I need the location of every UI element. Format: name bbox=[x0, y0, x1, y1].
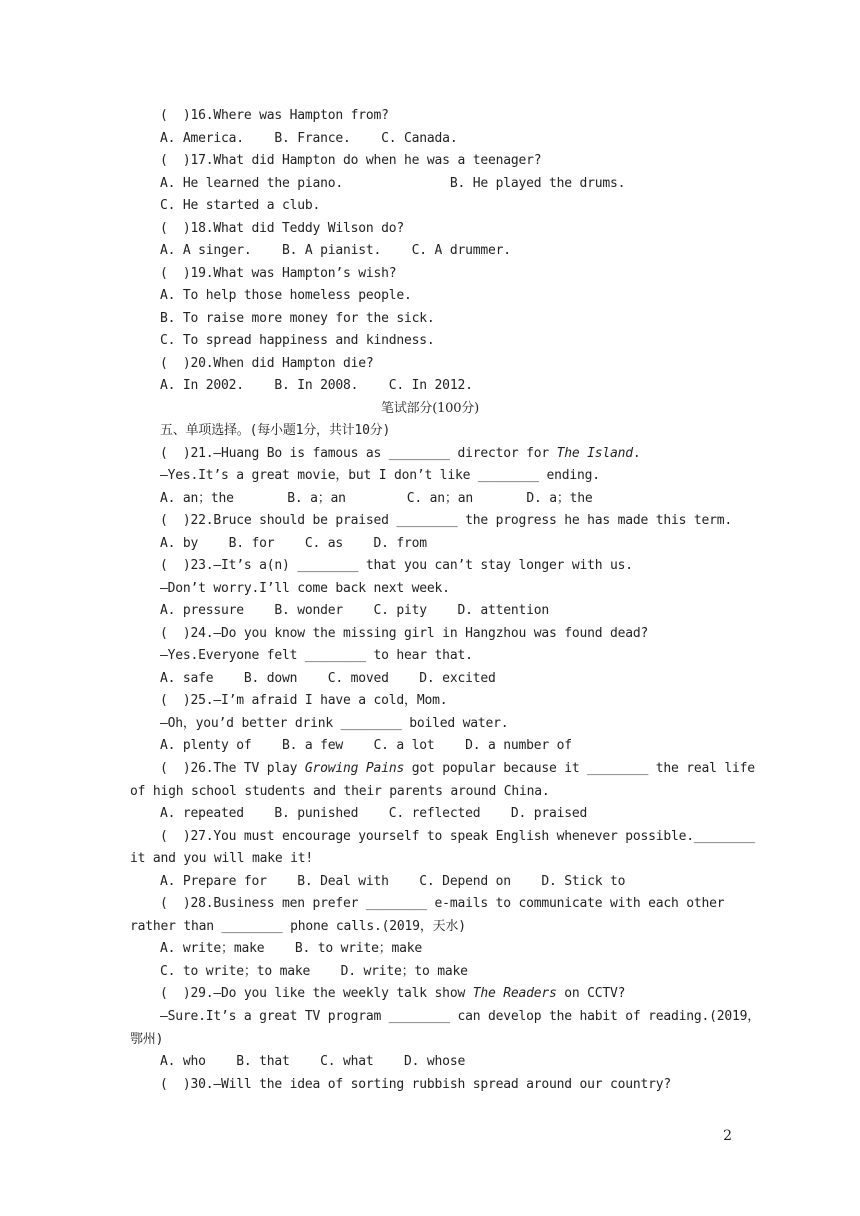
text-line: ( )20.When did Hampton die? bbox=[160, 356, 374, 371]
text-line: ( )21.—Huang Bo is famous as ________ director for The Island. bbox=[160, 446, 641, 461]
text-line: ( )25.—I’m afraid I have a cold，Mom. bbox=[160, 693, 448, 708]
text-line: it and you will make it! bbox=[130, 851, 314, 866]
text-line: A. A singer. B. A pianist. C. A drummer. bbox=[160, 243, 511, 258]
text-line: A. He learned the piano. B. He played the drums. bbox=[160, 176, 626, 191]
text-line: A. In 2002. B. In 2008. C. In 2012. bbox=[160, 378, 473, 393]
text-line: A. by B. for C. as D. from bbox=[160, 536, 427, 551]
text-line: rather than ________ phone calls.(2019，天水) bbox=[130, 919, 466, 934]
text-line: ( )16.Where was Hampton from? bbox=[160, 108, 389, 123]
text-line: —Oh，you’d better drink ________ boiled water. bbox=[160, 716, 509, 731]
text-line: —Don’t worry.I’ll come back next week. bbox=[160, 581, 450, 596]
text-line: 鄂州) bbox=[130, 1032, 164, 1047]
text-line: ( )17.What did Hampton do when he was a teenager? bbox=[160, 153, 542, 168]
text-line: A. repeated B. punished C. reflected D. praised bbox=[160, 806, 588, 821]
text-line: B. To raise more money for the sick. bbox=[160, 311, 435, 326]
text-line: —Yes.It’s a great movie，but I don’t like ________ ending. bbox=[160, 468, 600, 483]
text-line: A. America. B. France. C. Canada. bbox=[160, 131, 458, 146]
text-line: ( )23.—It’s a(n) ________ that you can’t stay longer with us. bbox=[160, 558, 633, 573]
text-line: C. to write；to make D. write；to make bbox=[160, 964, 468, 979]
text-line: A. plenty of B. a few C. a lot D. a number of bbox=[160, 738, 572, 753]
text-line: A. safe B. down C. moved D. excited bbox=[160, 671, 496, 686]
text-line: A. pressure B. wonder C. pity D. attention bbox=[160, 603, 549, 618]
title-italic: The Island bbox=[556, 446, 633, 461]
text-line: A. To help those homeless people. bbox=[160, 288, 412, 303]
text-line: ( )29.—Do you like the weekly talk show The Readers on CCTV? bbox=[160, 986, 626, 1001]
text-line: A. who B. that C. what D. whose bbox=[160, 1054, 466, 1069]
text-line: ( )26.The TV play Growing Pains got popular because it ________ the real life bbox=[160, 761, 755, 776]
text-line: A. an；the B. a；an C. an；an D. a；the bbox=[160, 491, 593, 506]
title-italic: The Readers bbox=[472, 986, 557, 1001]
text-line: ( )24.—Do you know the missing girl in Hangzhou was found dead? bbox=[160, 626, 649, 641]
text-line: A. write；make B. to write；make bbox=[160, 941, 423, 956]
text-line: —Sure.It’s a great TV program ________ can develop the habit of reading.(2019， bbox=[160, 1009, 761, 1024]
text-line: ( )18.What did Teddy Wilson do? bbox=[160, 221, 405, 236]
text-line: A. Prepare for B. Deal with C. Depend on D. Stick to bbox=[160, 874, 626, 889]
text-line: ( )19.What was Hampton’s wish? bbox=[160, 266, 397, 281]
title-italic: Growing Pains bbox=[304, 761, 405, 776]
text-line: ( )30.—Will the idea of sorting rubbish spread around our country? bbox=[160, 1077, 671, 1092]
text-line: C. He started a club. bbox=[160, 198, 321, 213]
text-line: ( )27.You must encourage yourself to speak English whenever possible.________ bbox=[160, 829, 755, 844]
text-line: ( )22.Bruce should be praised ________ the progress he has made this term. bbox=[160, 513, 732, 528]
text-line: ( )28.Business men prefer ________ e-mails to communicate with each other bbox=[160, 896, 725, 911]
page-number: 2 bbox=[723, 1128, 732, 1144]
text-line: 笔试部分(100分) bbox=[381, 401, 479, 416]
text-line: of high school students and their parents around China. bbox=[130, 784, 550, 799]
text-line: —Yes.Everyone felt ________ to hear that. bbox=[160, 648, 473, 663]
text-line: C. To spread happiness and kindness. bbox=[160, 333, 435, 348]
text-line: 五、单项选择。(每小题1分，共计10分) bbox=[160, 423, 391, 438]
